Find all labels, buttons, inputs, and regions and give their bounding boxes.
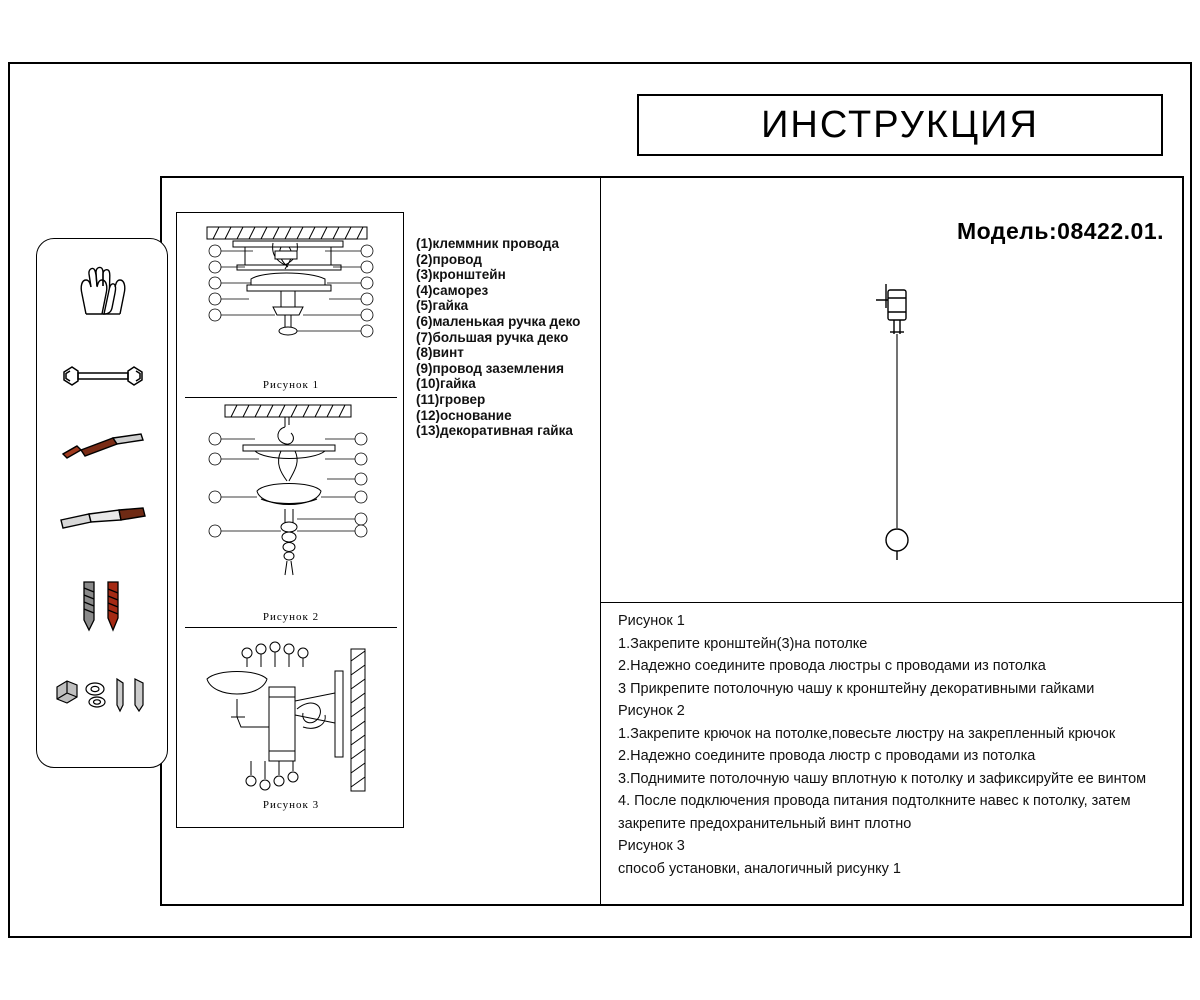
figure-1-caption: Рисунок 1 bbox=[262, 379, 320, 391]
parts-list-item: (5)гайка bbox=[416, 298, 469, 314]
figure-2-caption: Рисунок 2 bbox=[262, 611, 320, 623]
small-parts-icon bbox=[37, 657, 169, 731]
title-box bbox=[637, 94, 1163, 156]
right-column bbox=[600, 178, 1182, 904]
parts-list-item: (1)клеммник провода bbox=[416, 236, 559, 251]
parts-list-item: (6)маленькая ручка деко bbox=[416, 313, 581, 329]
parts-list-item: (4)саморез bbox=[416, 282, 489, 298]
instruction-line: способ установки, аналогичный рисунку 1 bbox=[618, 860, 901, 877]
instruction-line: 2.Надежно соедините провода люстр с проводами из потолка bbox=[618, 748, 1036, 764]
model-label: Модель:08422.01. bbox=[956, 218, 1164, 244]
screwdriver-phillips-icon bbox=[37, 487, 169, 561]
parts-list-item: (8)винт bbox=[416, 345, 464, 361]
wrench-icon bbox=[37, 339, 169, 413]
instruction-line: 1.Закрепите крючок на потолке,повесьте люстру на закрепленный крючок bbox=[618, 725, 1116, 742]
dowel-screw-icon bbox=[37, 569, 169, 643]
pendant-lamp-illustration bbox=[850, 278, 940, 578]
parts-list-item: (13)декоративная гайка bbox=[416, 423, 573, 439]
instruction-line: Рисунок 2 bbox=[618, 703, 685, 719]
instruction-line: 2.Надежно соедините провода люстры с проводами из потолка bbox=[618, 658, 1046, 674]
parts-list-item: (12)основание bbox=[416, 407, 512, 423]
parts-list-item: (2)провод bbox=[416, 251, 482, 267]
figure-2 bbox=[185, 401, 397, 613]
parts-list-item: (7)большая ручка деко bbox=[416, 329, 569, 345]
section-divider bbox=[600, 602, 1182, 603]
parts-list bbox=[416, 236, 594, 439]
instructions-list bbox=[618, 610, 1178, 880]
parts-list-item: (10)гайка bbox=[416, 376, 476, 392]
instruction-line: Рисунок 3 bbox=[618, 838, 685, 854]
figure-3 bbox=[185, 631, 397, 799]
screwdriver-flat-icon bbox=[37, 413, 169, 487]
instruction-line: 3.Поднимите потолочную чашу вплотную к потолку и зафиксируйте ее винтом bbox=[618, 770, 1147, 787]
tools-panel bbox=[36, 238, 168, 768]
instruction-line: Рисунок 1 bbox=[618, 613, 685, 629]
instruction-line: 1.Закрепите кронштейн(3)на потолке bbox=[618, 635, 868, 652]
figure-1 bbox=[185, 221, 397, 391]
parts-list-item: (3)кронштейн bbox=[416, 267, 506, 283]
gloves-icon bbox=[37, 253, 169, 327]
figures-panel bbox=[176, 212, 404, 828]
column-divider bbox=[600, 178, 601, 904]
parts-list-item: (9)провод заземления bbox=[416, 360, 564, 376]
parts-list-item: (11)гровер bbox=[416, 391, 486, 407]
instruction-line: 4. После подключения провода питания подтолкните навес к потолку, затем закрепите предохранительный винт плотно bbox=[618, 793, 1131, 832]
figure-3-caption: Рисунок 3 bbox=[262, 799, 320, 811]
page-title: ИНСТРУКЦИЯ bbox=[761, 103, 1039, 146]
instruction-line: 3 Прикрепите потолочную чашу к кронштейну декоративными гайками bbox=[618, 680, 1095, 697]
figure-divider-2 bbox=[185, 627, 397, 628]
figure-divider-1 bbox=[185, 397, 397, 398]
